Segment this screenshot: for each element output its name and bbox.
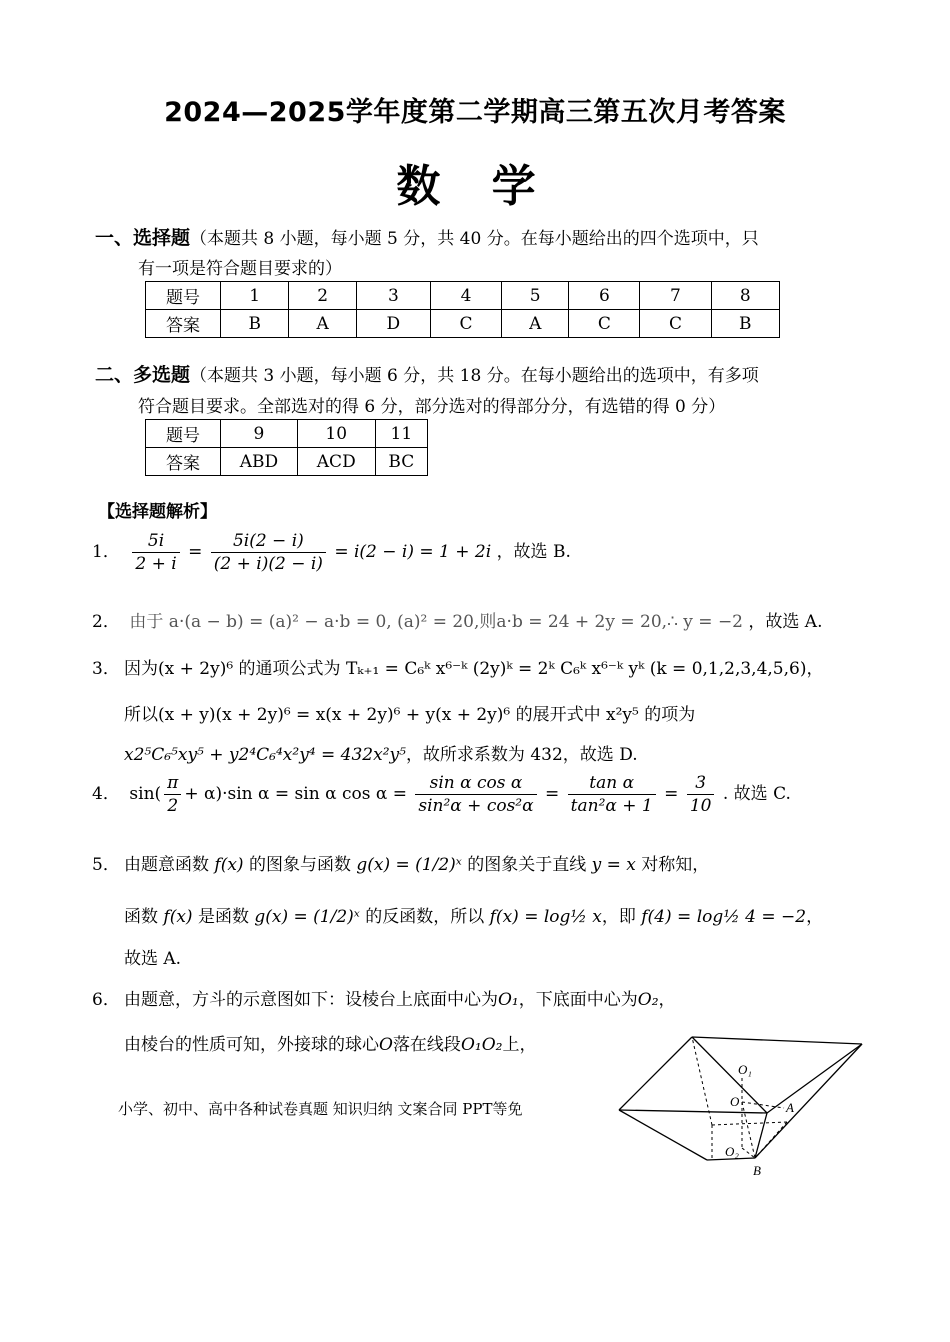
solution-4 xyxy=(92,772,791,817)
table-row xyxy=(146,282,780,310)
table-cell: 5 xyxy=(502,282,569,310)
math-log: f(x) = log½ x xyxy=(489,907,602,927)
solution-5-line3: 故选 A. xyxy=(124,949,182,969)
fraction xyxy=(415,772,536,817)
section1-note-line1: （本题共 8 小题，每小题 5 分，共 40 分。在每小题给出的四个选项中，只 xyxy=(190,229,759,249)
math-gx: g(x) = (1/2)ˣ xyxy=(254,907,360,927)
math-expression: = i(2 − i) = 1 + 2i xyxy=(334,542,492,562)
table-cell: 8 xyxy=(711,282,780,310)
numerator: π xyxy=(164,772,181,795)
edge xyxy=(755,1044,862,1158)
table-row xyxy=(146,448,428,476)
table-cell: 1 xyxy=(221,282,289,310)
hidden-edge xyxy=(712,1122,787,1125)
table-cell: A xyxy=(289,310,356,338)
solution-6-line1 xyxy=(92,985,676,1010)
table-cell: 11 xyxy=(375,420,427,448)
table-cell: ABD xyxy=(221,448,298,476)
table-cell: D xyxy=(356,310,430,338)
text: 上， xyxy=(502,1035,537,1055)
math-text: sin( xyxy=(129,784,162,804)
table-cell: C xyxy=(430,310,501,338)
math-log: f(4) = log½ 4 = −2 xyxy=(641,907,807,927)
edge xyxy=(692,1037,862,1044)
denominator: 10 xyxy=(689,796,712,816)
table-row xyxy=(146,310,780,338)
denominator: 2 + i xyxy=(135,554,177,574)
solution-number: 4． xyxy=(92,784,120,804)
math-expression: x2⁵C₆⁵xy⁵ + y2⁴C₆⁴x²y⁴ = 432x²y⁵ xyxy=(124,745,406,765)
row-label-question: 题号 xyxy=(146,420,221,448)
conclusion: ，故选 A. xyxy=(748,612,823,632)
table-cell: B xyxy=(221,310,289,338)
denominator: (2 + i)(2 − i) xyxy=(213,554,323,574)
math-text: + α)·sin α = sin α cos α = xyxy=(184,784,407,804)
text-line: 因为(x + 2y)⁶ 的通项公式为 Tₖ₊₁ = C₆ᵏ x⁶⁻ᵏ (2y)ᵏ = 2ᵏ C₆ᵏ x⁶⁻ᵏ yᵏ (k = 0,1,2,3,4,5,6)， xyxy=(124,659,824,679)
text: 的反函数，所以 xyxy=(365,907,485,927)
section1-answer-table xyxy=(145,281,780,338)
text: 是函数 xyxy=(197,907,249,927)
table-cell: 4 xyxy=(430,282,501,310)
conclusion: ，故选 B. xyxy=(496,542,571,562)
math-yx: y = x xyxy=(591,855,636,875)
edge xyxy=(619,1037,692,1110)
section2-answer-table xyxy=(145,419,428,476)
section2-header xyxy=(95,360,759,387)
solution-5-line1 xyxy=(92,850,709,875)
text: 由棱台的性质可知，外接球的球心 xyxy=(124,1035,379,1055)
table-cell: ACD xyxy=(297,448,375,476)
row-label-question: 题号 xyxy=(146,282,221,310)
conclusion: ，故所求系数为 432，故选 D. xyxy=(405,745,638,765)
text: ， xyxy=(806,907,824,927)
edge xyxy=(619,1110,707,1160)
fraction xyxy=(164,772,181,817)
row-label-answer: 答案 xyxy=(146,448,221,476)
edge xyxy=(767,1044,862,1113)
table-cell: 10 xyxy=(297,420,375,448)
solution-number: 2． xyxy=(92,612,120,632)
fraction xyxy=(132,530,179,575)
section1-note-line2: 有一项是符合题目要求的） xyxy=(138,259,342,279)
numerator: 5i(2 − i) xyxy=(211,530,326,553)
analysis-heading: 【选择题解析】 xyxy=(98,502,217,522)
table-cell: 3 xyxy=(356,282,430,310)
solution-3-line1 xyxy=(92,654,823,679)
numerator: 5i xyxy=(132,530,179,553)
text: 由题意函数 xyxy=(124,855,209,875)
math-expression: 由于 a·(a − b) = (a)² − a·b = 0, (a)² = 20,则a·b = 24 + 2y = 20,∴ y = −2 xyxy=(129,612,743,632)
fraction xyxy=(687,772,715,817)
math-o: O xyxy=(379,1035,393,1055)
text: 落在线段 xyxy=(392,1035,461,1055)
section1-heading: 一、选择题 xyxy=(95,227,191,249)
table-row xyxy=(146,420,428,448)
solution-number: 6． xyxy=(92,990,120,1010)
table-cell: C xyxy=(640,310,711,338)
frustum-figure xyxy=(612,1030,874,1180)
math-o1: O₁ xyxy=(498,990,519,1010)
text: ，即 xyxy=(601,907,636,927)
solution-3-line2: 所以(x + y)(x + 2y)⁶ = x(x + 2y)⁶ + y(x + 2y)⁶ 的展开式中 x²y⁵ 的项为 xyxy=(124,705,696,725)
solution-number: 5． xyxy=(92,855,120,875)
math-o1o2: O₁O₂ xyxy=(460,1035,503,1055)
table-cell: BC xyxy=(375,448,427,476)
text: ，下底面中心为 xyxy=(518,990,638,1010)
table-cell: 2 xyxy=(289,282,356,310)
row-label-answer: 答案 xyxy=(146,310,221,338)
footer-text: 小学、初中、高中各种试卷真题 知识归纳 文案合同 PPT等免 xyxy=(118,1100,523,1118)
solution-1 xyxy=(92,530,571,575)
fraction xyxy=(211,530,326,575)
math-fx: f(x) xyxy=(163,907,193,927)
denominator: tan²α + 1 xyxy=(570,796,653,816)
subject-title: 数 学 xyxy=(396,161,554,212)
solution-number: 3． xyxy=(92,659,120,679)
denominator: 2 xyxy=(167,796,179,816)
denominator: sin²α + cos²α xyxy=(418,796,534,816)
equals: = xyxy=(664,784,679,804)
label-a: A xyxy=(786,1100,794,1115)
section2-note-line2: 符合题目要求。全部选对的得 6 分，部分选对的得部分分，有选错的得 0 分） xyxy=(138,397,726,417)
table-cell: 7 xyxy=(640,282,711,310)
math-gx: g(x) = (1/2)ˣ xyxy=(356,855,462,875)
table-cell: 9 xyxy=(221,420,298,448)
solution-5-line2 xyxy=(124,902,823,927)
math-o2: O₂ xyxy=(637,990,659,1010)
fraction xyxy=(568,772,656,817)
numerator: sin α cos α xyxy=(415,772,536,795)
solution-3-line3 xyxy=(124,740,638,765)
table-cell: C xyxy=(569,310,640,338)
numerator: tan α xyxy=(568,772,656,795)
table-cell: A xyxy=(502,310,569,338)
page-title: 2024—2025学年度第二学期高三第五次月考答案 xyxy=(164,97,786,128)
text: 由题意，方斗的示意图如下：设棱台上底面中心为 xyxy=(124,990,498,1010)
text: 对称知， xyxy=(641,855,710,875)
equals: = xyxy=(545,784,560,804)
section1-header xyxy=(95,223,759,250)
table-cell: B xyxy=(711,310,780,338)
label-o2: O₂ xyxy=(725,1144,739,1159)
equals: = xyxy=(188,542,203,562)
solution-number: 1． xyxy=(92,542,120,562)
edge xyxy=(619,1110,767,1113)
label-o: O xyxy=(730,1094,740,1109)
table-cell: 6 xyxy=(569,282,640,310)
label-o1: O₁ xyxy=(738,1062,752,1077)
edge xyxy=(619,1044,862,1110)
text: 的图象关于直线 xyxy=(467,855,587,875)
solution-6-line2 xyxy=(124,1030,536,1055)
solution-2 xyxy=(92,607,823,632)
conclusion: . 故选 C. xyxy=(722,784,791,804)
numerator: 3 xyxy=(687,772,715,795)
text: 函数 xyxy=(124,907,158,927)
text: 的图象与函数 xyxy=(248,855,351,875)
label-b: B xyxy=(753,1163,761,1178)
section2-note-line1: （本题共 3 小题，每小题 6 分，共 18 分。在每小题给出的选项中，有多项 xyxy=(190,366,759,386)
math-fx: f(x) xyxy=(214,855,244,875)
text: ， xyxy=(658,990,676,1010)
section2-heading: 二、多选题 xyxy=(95,364,191,386)
